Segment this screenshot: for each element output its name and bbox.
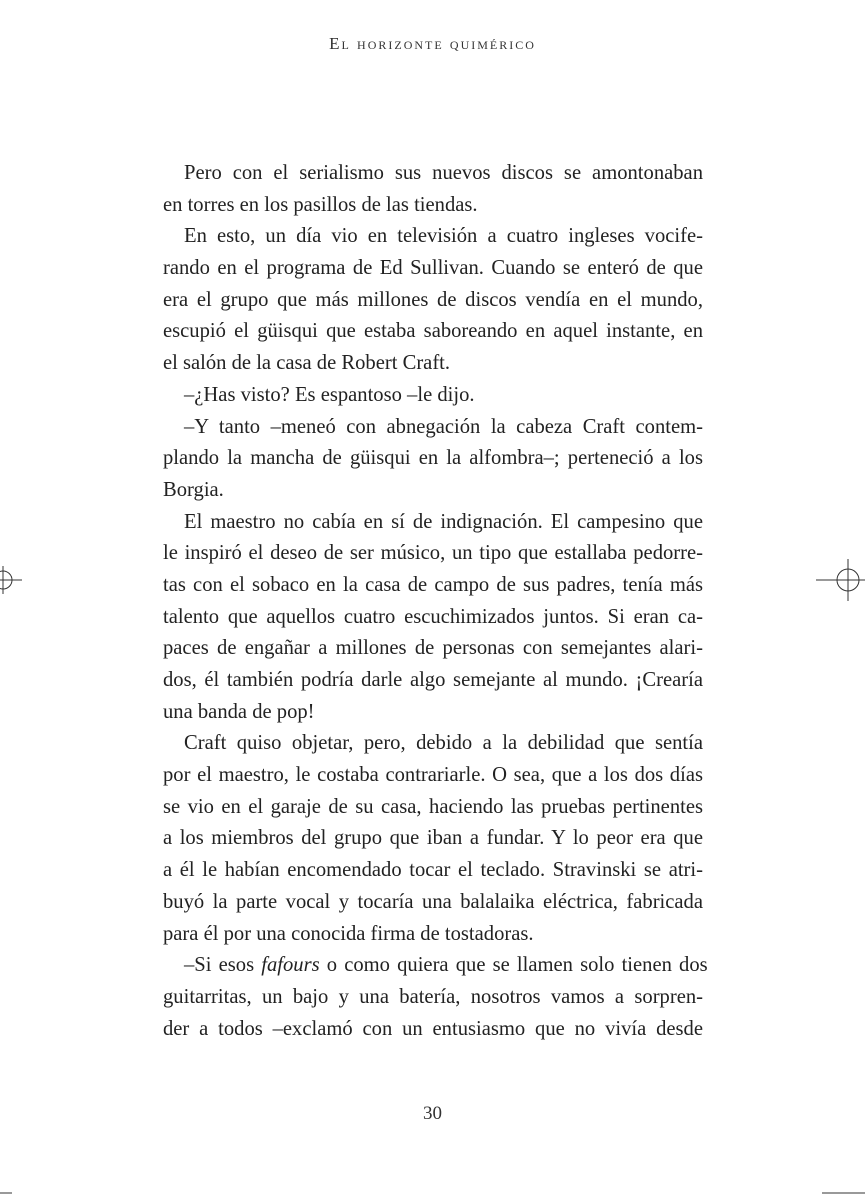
registration-mark-right (812, 555, 865, 605)
text-line: paces de engañar a millones de personas con semejantes alari- (163, 637, 703, 660)
text-line: dos, él también podría darle algo semejante al mundo. ¡Crearía (163, 669, 703, 691)
text-line: plando la mancha de güisqui en la alfombra–; perteneció a los (163, 447, 703, 470)
text-line: era el grupo que más millones de discos vendía en el mundo, (163, 288, 703, 311)
body-text (163, 158, 708, 1045)
text-line: el salón de la casa de Robert Craft. (163, 352, 451, 375)
page-number: 30 (423, 1103, 442, 1124)
text-line: rando en el programa de Ed Sullivan. Cuando se enteró de que (163, 257, 703, 280)
text-line: –¿Has visto? Es espantoso –le dijo. (184, 383, 475, 406)
crop-mark-bottom-left (0, 1192, 12, 1194)
text-line: en torres en los pasillos de las tiendas. (163, 193, 478, 216)
text-line: Borgia. (163, 478, 224, 501)
text-line: a él le habían encomendado tocar el teclado. Stravinski se atri- (163, 859, 703, 882)
text-line: buyó la parte vocal y tocaría una balalaika eléctrica, fabricada (163, 890, 703, 913)
text-line: –Y tanto –meneó con abnegación la cabeza Craft contem- (184, 415, 703, 438)
text-line: a los miembros del grupo que iban a fundar. Y lo peor era que (163, 827, 703, 850)
text-line: por el maestro, le costaba contrariarle. O sea, que a los dos días (163, 764, 703, 787)
text-line: En esto, un día vio en televisión a cuatro ingleses vocife- (184, 225, 703, 248)
text-line: para él por una conocida firma de tostadoras. (163, 922, 534, 945)
running-head: El horizonte quimérico (329, 34, 536, 53)
crop-mark-bottom-right (822, 1192, 865, 1194)
text-line: escupió el güisqui que estaba saboreando en aquel instante, en (163, 320, 703, 343)
text-line: Pero con el serialismo sus nuevos discos se amontonaban (184, 162, 703, 184)
text-line: der a todos –exclamó con un entusiasmo que no vivía desde (163, 1017, 703, 1040)
text-line (163, 950, 708, 982)
text-line: se vio en el garaje de su casa, haciendo las pruebas pertinentes (163, 795, 703, 818)
text-line: tas con el sobaco en la casa de campo de sus padres, tenía más (163, 573, 703, 596)
text-line: guitarritas, un bajo y una batería, nosotros vamos a sorpren- (163, 985, 703, 1008)
italic-word: fafours (261, 954, 320, 977)
text-line: le inspiró el deseo de ser músico, un tipo que estallaba pedorre- (163, 542, 703, 565)
text-line: talento que aquellos cuatro escuchimizados juntos. Si eran ca- (163, 605, 703, 628)
text-line: una banda de pop! (163, 700, 315, 723)
text-segment: o como quiera que se llamen solo tienen dos (319, 954, 708, 977)
text-line: Craft quiso objetar, pero, debido a la debilidad que sentía (184, 732, 703, 755)
registration-mark-left (0, 560, 24, 600)
text-segment: –Si esos (184, 954, 262, 977)
text-line: El maestro no cabía en sí de indignación. El campesino que (184, 510, 703, 533)
